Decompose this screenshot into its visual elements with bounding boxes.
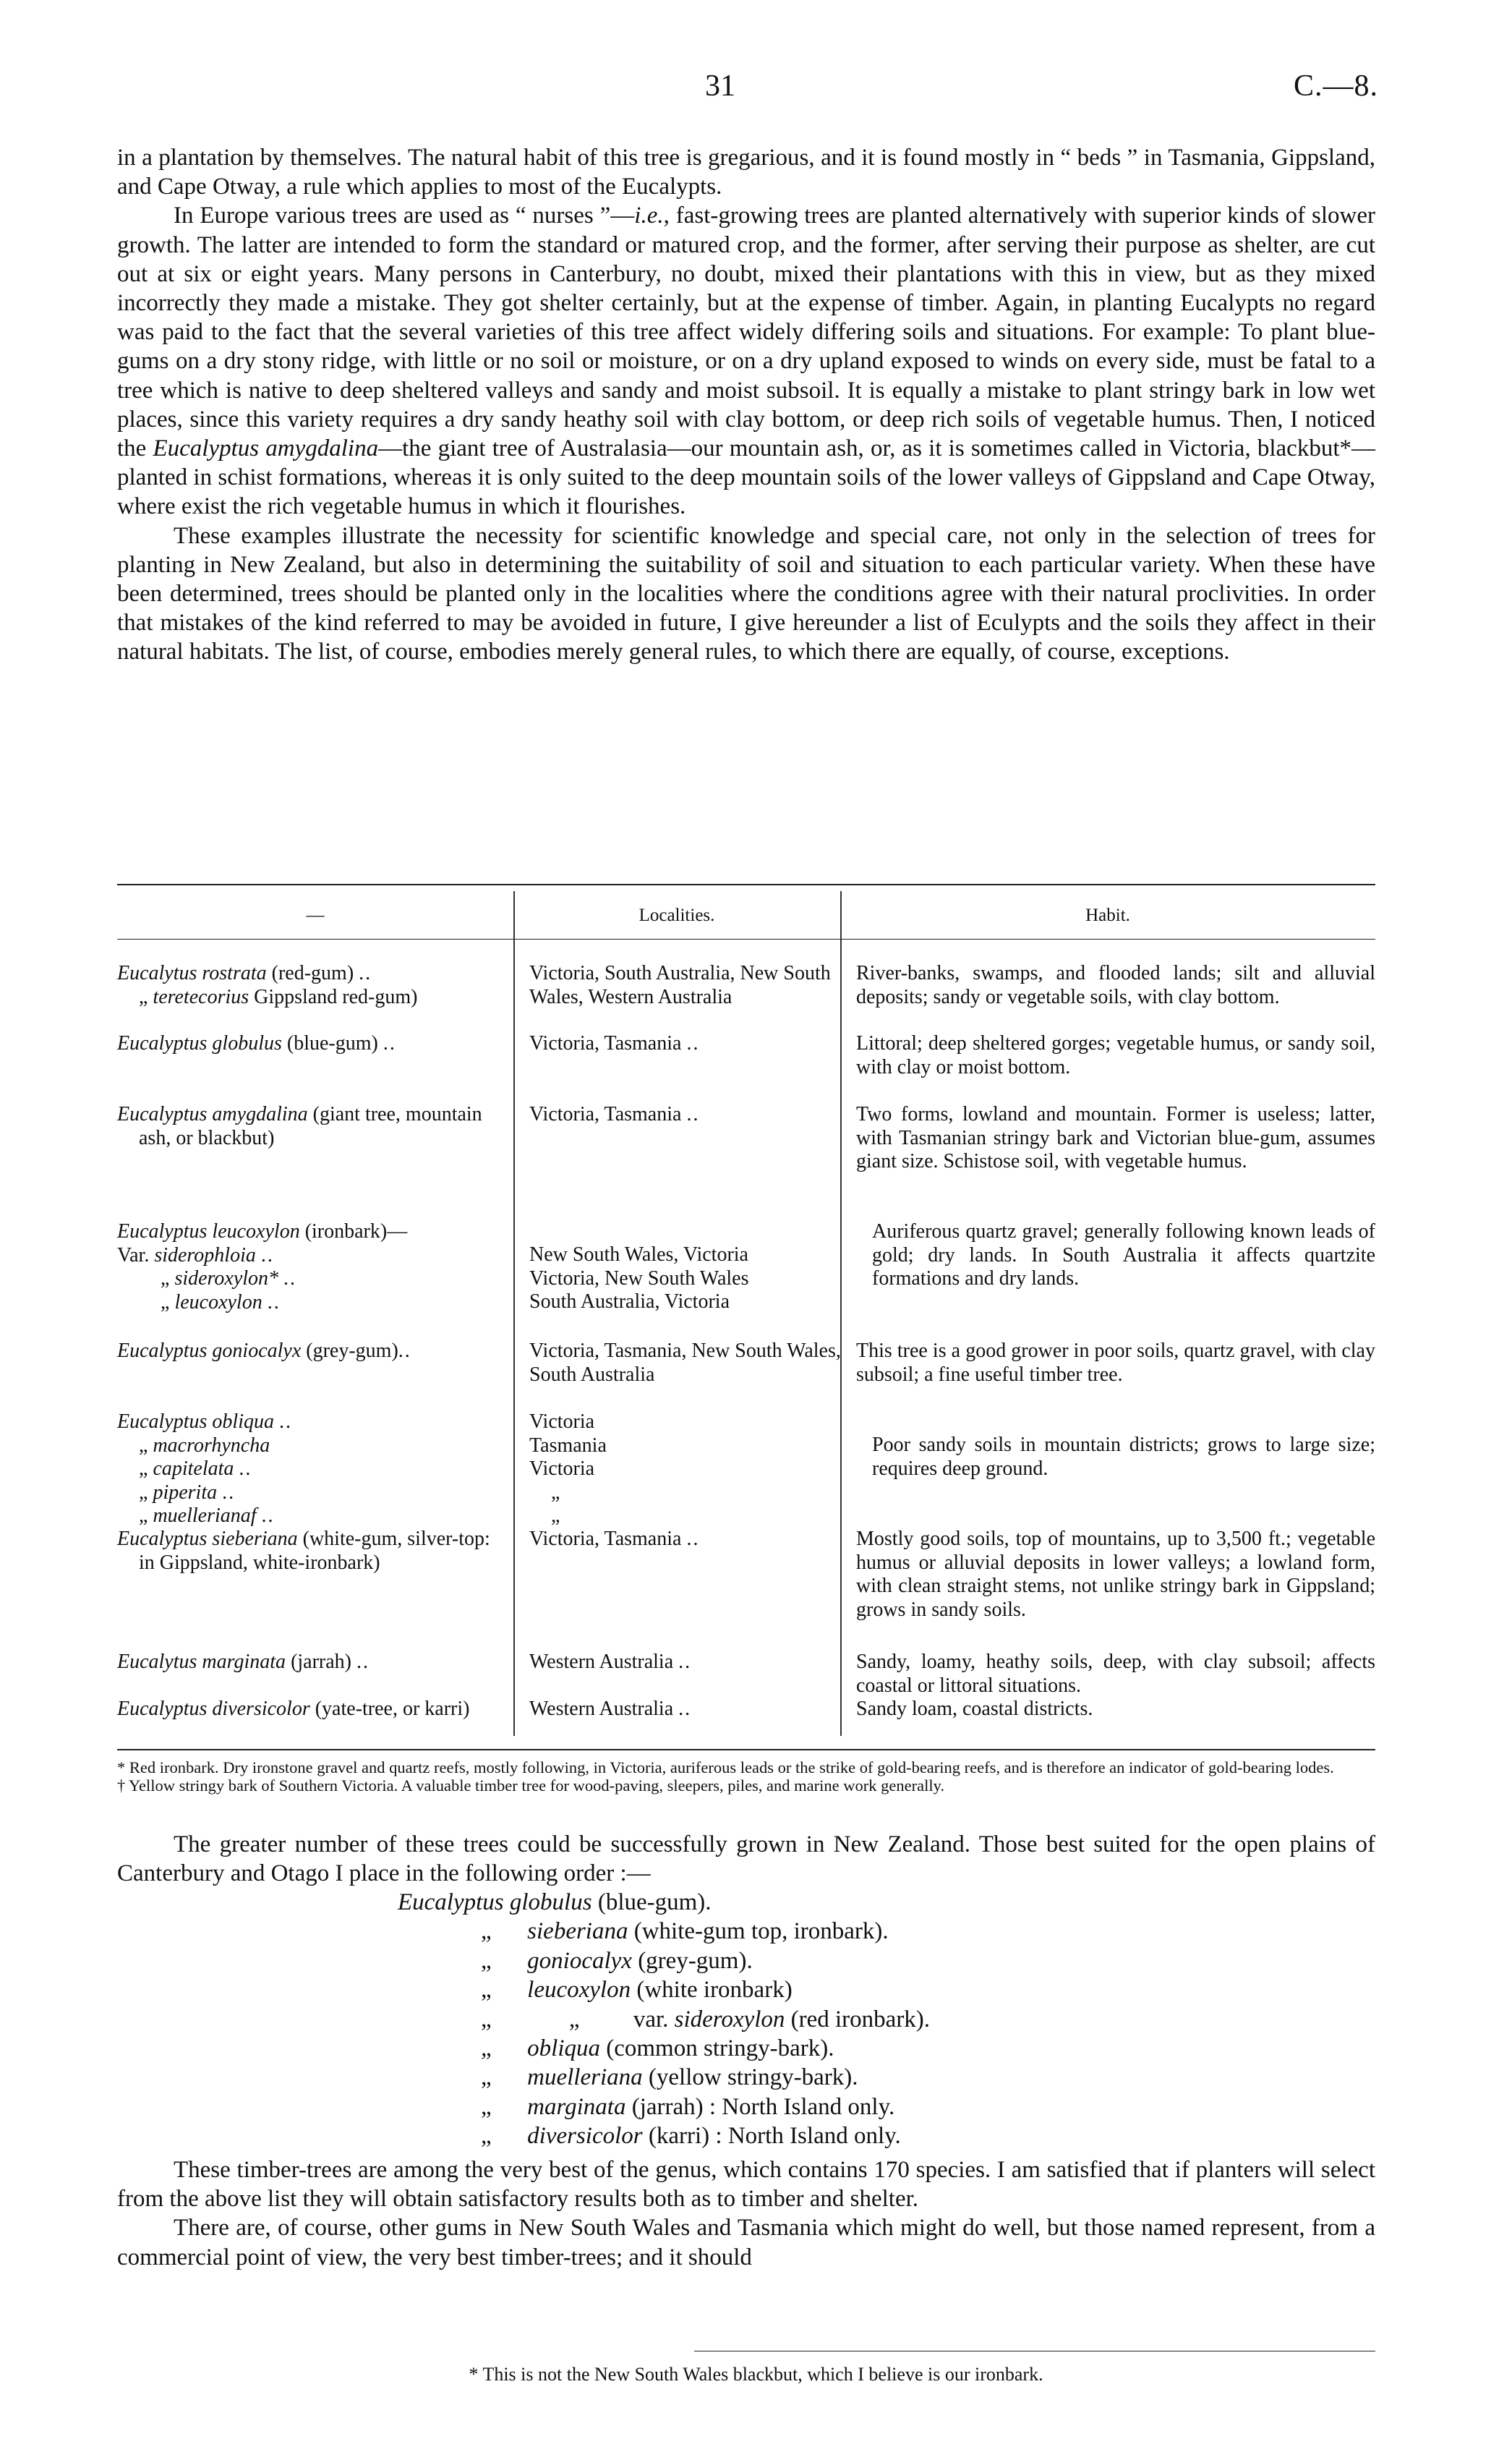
locality-cell: New South Wales, Victoria Victoria, New South Wales South Australia, Victoria — [529, 1243, 749, 1313]
species-cell: Eucalyptus sieberiana (white-gum, silver-top: in Gippsland, white-ironbark) — [117, 1528, 490, 1574]
intro-text — [117, 143, 1375, 667]
habit-cell: Littoral; deep sheltered gorges; vegetable humus, or sandy soil, with clay or moist bottom. — [856, 1032, 1375, 1078]
table-footnote: † Yellow stringy bark of Southern Victoria. A valuable timber tree for wood-paving, sleepers, piles, and marine work generally. — [117, 1776, 944, 1795]
header-localities: Localities. — [638, 906, 715, 925]
locality-cell: Victoria, Tasmania .. — [529, 1103, 700, 1125]
habit-cell: Two forms, lowland and mountain. Former is useless; latter, with Tasmanian stringy bark and Victorian blue-gum, assumes giant size. Schistose soil, with vegetable humus. — [856, 1103, 1375, 1172]
page-footnote: * This is not the New South Wales blackbut, which I believe is our ironbark. — [469, 2364, 1043, 2385]
habit-cell: Sandy, loamy, heathy soils, deep, with clay subsoil; affects coastal or littoral situations. — [856, 1651, 1375, 1697]
recommended-species-list — [398, 1888, 930, 2151]
locality-cell: Western Australia .. — [529, 1651, 692, 1673]
eucalypt-table — [117, 891, 1375, 1736]
table-footnote: * Red ironbark. Dry ironstone gravel and quartz reefs, mostly following, in Victoria, auriferous leads or the strike of gold-bearing reefs, and is therefore an indicator of gold-bearing lodes. — [117, 1758, 1334, 1776]
list-item: „ „ var. sideroxylon (red ironbark). — [481, 2006, 931, 2032]
after-table-text — [117, 1830, 1375, 1888]
list-item: „ muelleriana (yellow stringy-bark). — [481, 2064, 858, 2091]
list-item: Eucalyptus globulus (blue-gum). — [398, 1889, 712, 1915]
habit-cell: River-banks, swamps, and flooded lands; silt and alluvial deposits; sandy or vegetable soils, with clay bottom. — [856, 962, 1375, 1008]
header-species: — — [306, 906, 325, 925]
page-number: 31 — [705, 69, 735, 103]
habit-cell: Mostly good soils, top of mountains, up to 3,500 ft.; vegetable humus or alluvial deposits in lower valleys; a lowland form, with clean straight stems, not unlike stringy bark in Gippsland; grows in sandy soils. — [856, 1528, 1375, 1621]
species-cell: Eucalyptus obliqua .. „ macrorhyncha „ capitelata .. „ piperita .. „ muellerianaf .. — [117, 1410, 292, 1527]
paragraph: The greater number of these trees could be successfully grown in New Zealand. Those best suited for the open plains of Canterbury and Otago I place in the following order :— — [117, 1831, 1375, 1887]
locality-cell: Western Australia .. — [529, 1698, 692, 1720]
header-rule — [117, 939, 1375, 940]
habit-cell: Sandy loam, coastal districts. — [856, 1698, 1093, 1720]
habit-cell: Auriferous quartz gravel; generally following known leads of gold; dry lands. In South Australia it affects quartzite formations and dry lands. — [872, 1220, 1375, 1290]
paragraph: in a plantation by themselves. The natural habit of this tree is gregarious, and it is found mostly in “ beds ” in Tasmania, Gippsland, and Cape Otway, a rule which applies to most of the Eucalypts. — [117, 145, 1375, 200]
habit-cell: Poor sandy soils in mountain districts; grows to large size; requires deep ground. — [872, 1434, 1375, 1480]
table-top-rule — [117, 884, 1375, 885]
closing-text — [117, 2155, 1375, 2272]
list-item: „ obliqua (common stringy-bark). — [481, 2035, 834, 2062]
list-item: „ sieberiana (white-gum top, ironbark). — [481, 1918, 889, 1945]
page-header — [0, 69, 1512, 112]
species-cell: Eucalyptus globulus (blue-gum) .. — [117, 1032, 396, 1055]
column-divider — [513, 891, 515, 1736]
list-item: „ leucoxylon (white ironbark) — [481, 1977, 793, 2004]
species-cell: Eucalyptus amygdalina (giant tree, mountain ash, or blackbut) — [117, 1103, 482, 1149]
list-item: „ diversicolor (karri) : North Island only. — [481, 2123, 901, 2150]
paragraph: There are, of course, other gums in New South Wales and Tasmania which might do well, but those named represent, from a commercial point of view, the very best timber-trees; and it should — [117, 2215, 1375, 2270]
table-footnotes — [117, 1759, 1375, 1795]
locality-cell: Victoria, Tasmania .. — [529, 1528, 700, 1550]
species-cell: Eucalyptus goniocalyx (grey-gum).. — [117, 1340, 411, 1362]
locality-cell: Victoria, Tasmania, New South Wales, South Australia — [529, 1340, 841, 1386]
locality-cell: Victoria, Tasmania .. — [529, 1032, 700, 1055]
locality-cell: Victoria Tasmania Victoria „ „ — [529, 1410, 607, 1527]
habit-cell: This tree is a good grower in poor soils, quartz gravel, with clay subsoil; a fine useful timber tree. — [856, 1340, 1375, 1386]
document-code: C.—8. — [1293, 69, 1378, 103]
species-cell: Eucalytus rostrata (red-gum) .. „ teretecorius Gippsland red-gum) — [117, 962, 418, 1008]
table-bottom-rule — [117, 1749, 1375, 1750]
paragraph: In Europe various trees are used as “ nurses ”—i.e., fast-growing trees are planted alternatively with superior kinds of slower growth. The latter are intended to form the standard or matured crop, and the former, after serving their purpose as shelter, are cut out at six or eight years. Many persons in Canterbury, no doubt, mixed their plantations with this in view, but as they mixed incorrectly they made a mistake. They got shelter certainly, but at the expense of timber. Again, in planting Eucalypts no regard was paid to the fact that the several varieties of this tree affect widely differing soils and situations. For example: To plant blue-gums on a dry stony ridge, with little or no soil or moisture, or on a dry upland exposed to winds on every side, must be fatal to a tree which is native to deep sheltered valleys and sandy and moist subsoil. It is equally a mistake to plant stringy bark in low wet places, since this variety requires a dry sandy heathy soil with clay bottom, or deep rich soils of vegetable humus. Then, I noticed the Eucalyptus amygdalina—the giant tree of Australasia—our mountain ash, or, as it is sometimes called in Victoria, blackbut*—planted in schist formations, whereas it is only suited to the deep mountain soils of the lower valleys of Gippsland and Cape Otway, where exist the rich vegetable humus in which it flourishes. — [117, 203, 1375, 520]
species-cell: Eucalyptus leucoxylon (ironbark)— Var. siderophloia .. „ sideroxylon* .. „ leucoxylon .. — [117, 1220, 408, 1314]
paragraph: These timber-trees are among the very best of the genus, which contains 170 species. I am satisfied that if planters will select from the above list they will obtain satisfactory results both as to timber and shelter. — [117, 2157, 1375, 2213]
species-cell: Eucalytus marginata (jarrah) .. — [117, 1651, 370, 1673]
species-cell: Eucalyptus diversicolor (yate-tree, or karri) — [117, 1698, 470, 1720]
locality-cell: Victoria, South Australia, New South Wales, Western Australia — [529, 962, 831, 1008]
header-habit: Habit. — [1085, 906, 1130, 925]
paragraph: These examples illustrate the necessity for scientific knowledge and special care, not only in the selection of trees for planting in New Zealand, but also in determining the suitability of soil and situation to each particular variety. When these have been determined, trees should be planted only in the localities where the conditions agree with their natural proclivities. In order that mistakes of the kind referred to may be avoided in future, I give hereunder a list of Eculypts and the soils they affect in their natural habitats. The list, of course, embodies merely general rules, to which there are equally, of course, exceptions. — [117, 522, 1375, 665]
list-item: „ marginata (jarrah) : North Island only. — [481, 2093, 895, 2120]
list-item: „ goniocalyx (grey-gum). — [481, 1947, 753, 1974]
